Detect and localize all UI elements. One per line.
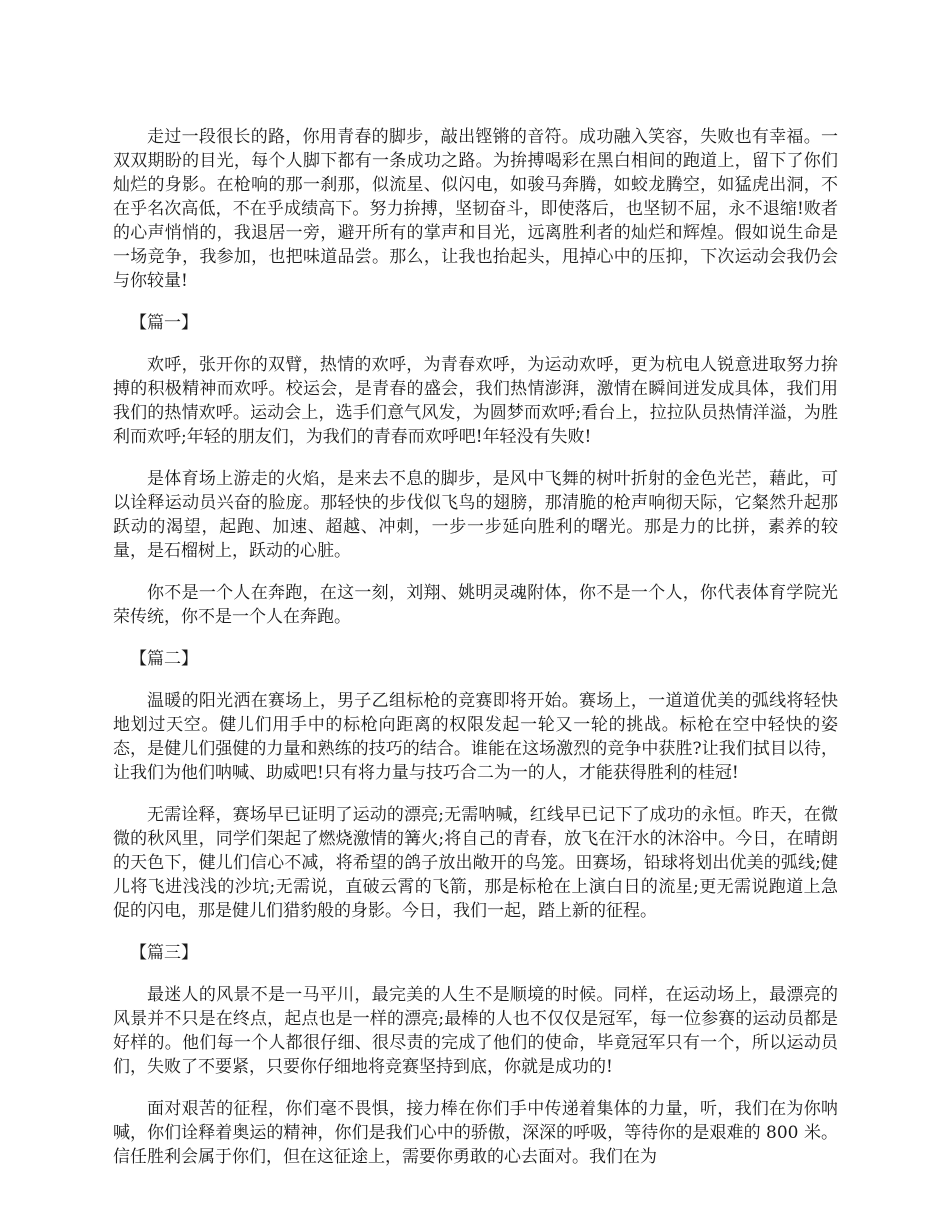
section-1-paragraph-1: 欢呼，张开你的双臂，热情的欢呼，为青春欢呼，为运动欢呼，更为杭电人锐意进取努力拚搏的积极精神而欢呼。校运会，是青春的盛会，我们热情澎湃，激情在瞬间迸发成具体，我们用我们的热情欢呼。运动会上，选手们意气风发，为圆梦而欢呼;看台上，拉拉队员热情洋溢，为胜利而欢呼;年轻的朋友们，为我们的青春而欢呼吧!年轻没有失败! [113,355,838,447]
document-body [113,125,838,1187]
section-2-paragraph-2: 无需诠释，赛场早已证明了运动的漂亮;无需呐喊，红线早已记下了成功的永恒。昨天，在微微的秋风里，同学们架起了燃烧激情的篝火;将自己的青春，放飞在汗水的沐浴中。今日，在晴朗的天色下，健儿们信心不减，将希望的鸽子放出敞开的鸟笼。田赛场，铅球将划出优美的弧线;健儿将飞进浅浅的沙坑;无需说，直破云霄的飞箭，那是标枪在上演白日的流星;更无需说跑道上急促的闪电，那是健儿们猎豹般的身影。今日，我们一起，踏上新的征程。 [113,805,838,921]
section-heading-1: 【篇一】 [130,313,198,333]
section-heading-2: 【篇二】 [130,649,198,669]
section-1-paragraph-2: 是体育场上游走的火焰，是来去不息的脚步，是风中飞舞的树叶折射的金色光芒，藉此，可以诠释运动员兴奋的脸庞。那轻快的步伐似飞鸟的翅膀，那清脆的枪声响彻天际，它粲然升起那跃动的渴望，起跑、加速、超越、冲刺，一步一步延向胜利的曙光。那是力的比拼，素养的较量，是石榴树上，跃动的心脏。 [113,469,838,561]
intro-paragraph: 走过一段很长的路，你用青春的脚步，敲出铿锵的音符。成功融入笑容，失败也有幸福。一双双期盼的目光，每个人脚下都有一条成功之路。为拚搏喝彩在黑白相间的跑道上，留下了你们灿烂的身影。在枪响的那一刹那，似流星、似闪电，如骏马奔腾，如蛟龙腾空，如猛虎出洞，不在乎名次高低，不在乎成绩高下。努力拚搏，坚韧奋斗，即使落后，也坚韧不屈，永不退缩!败者的心声悄悄的，我退居一旁，避开所有的掌声和目光，远离胜利者的灿烂和辉煌。假如说生命是一场竞争，我参加，也把味道品尝。那么，让我也抬起头，甩掉心中的压抑，下次运动会我仍会与你较量! [113,127,838,291]
section-3-paragraph-1: 最迷人的风景不是一马平川，最完美的人生不是顺境的时候。同样，在运动场上，最漂亮的风景并不只是在终点，起点也是一样的漂亮;最棒的人也不仅仅是冠军，每一位参赛的运动员都是好样的。他们每一个人都很仔细、很尽责的完成了他们的使命，毕竟冠军只有一个，所以运动员们，失败了不要紧，只要你仔细地将竞赛坚持到底，你就是成功的! [113,985,838,1077]
section-2-paragraph-1: 温暖的阳光洒在赛场上，男子乙组标枪的竞赛即将开始。赛场上，一道道优美的弧线将轻快地划过天空。健儿们用手中的标枪向距离的权限发起一轮又一轮的挑战。标枪在空中轻快的姿态，是健儿们强健的力量和熟练的技巧的结合。谁能在这场激烈的竞争中获胜?让我们拭目以待，让我们为他们呐喊、助威吧!只有将力量与技巧合二为一的人，才能获得胜利的桂冠! [113,691,838,783]
section-3-paragraph-2: 面对艰苦的征程，你们毫不畏惧，接力棒在你们手中传递着集体的力量，听，我们在为你呐喊，你们诠释着奥运的精神，你们是我们心中的骄傲，深深的呼吸，等待你的是艰难的 800 米。信任胜利会属于你们，但在这征途上，需要你勇敢的心去面对。我们在为 [113,1099,838,1167]
section-1-paragraph-3: 你不是一个人在奔跑，在这一刻，刘翔、姚明灵魂附体，你不是一个人，你代表体育学院光荣传统，你不是一个人在奔跑。 [113,583,838,627]
section-heading-3: 【篇三】 [130,943,198,963]
